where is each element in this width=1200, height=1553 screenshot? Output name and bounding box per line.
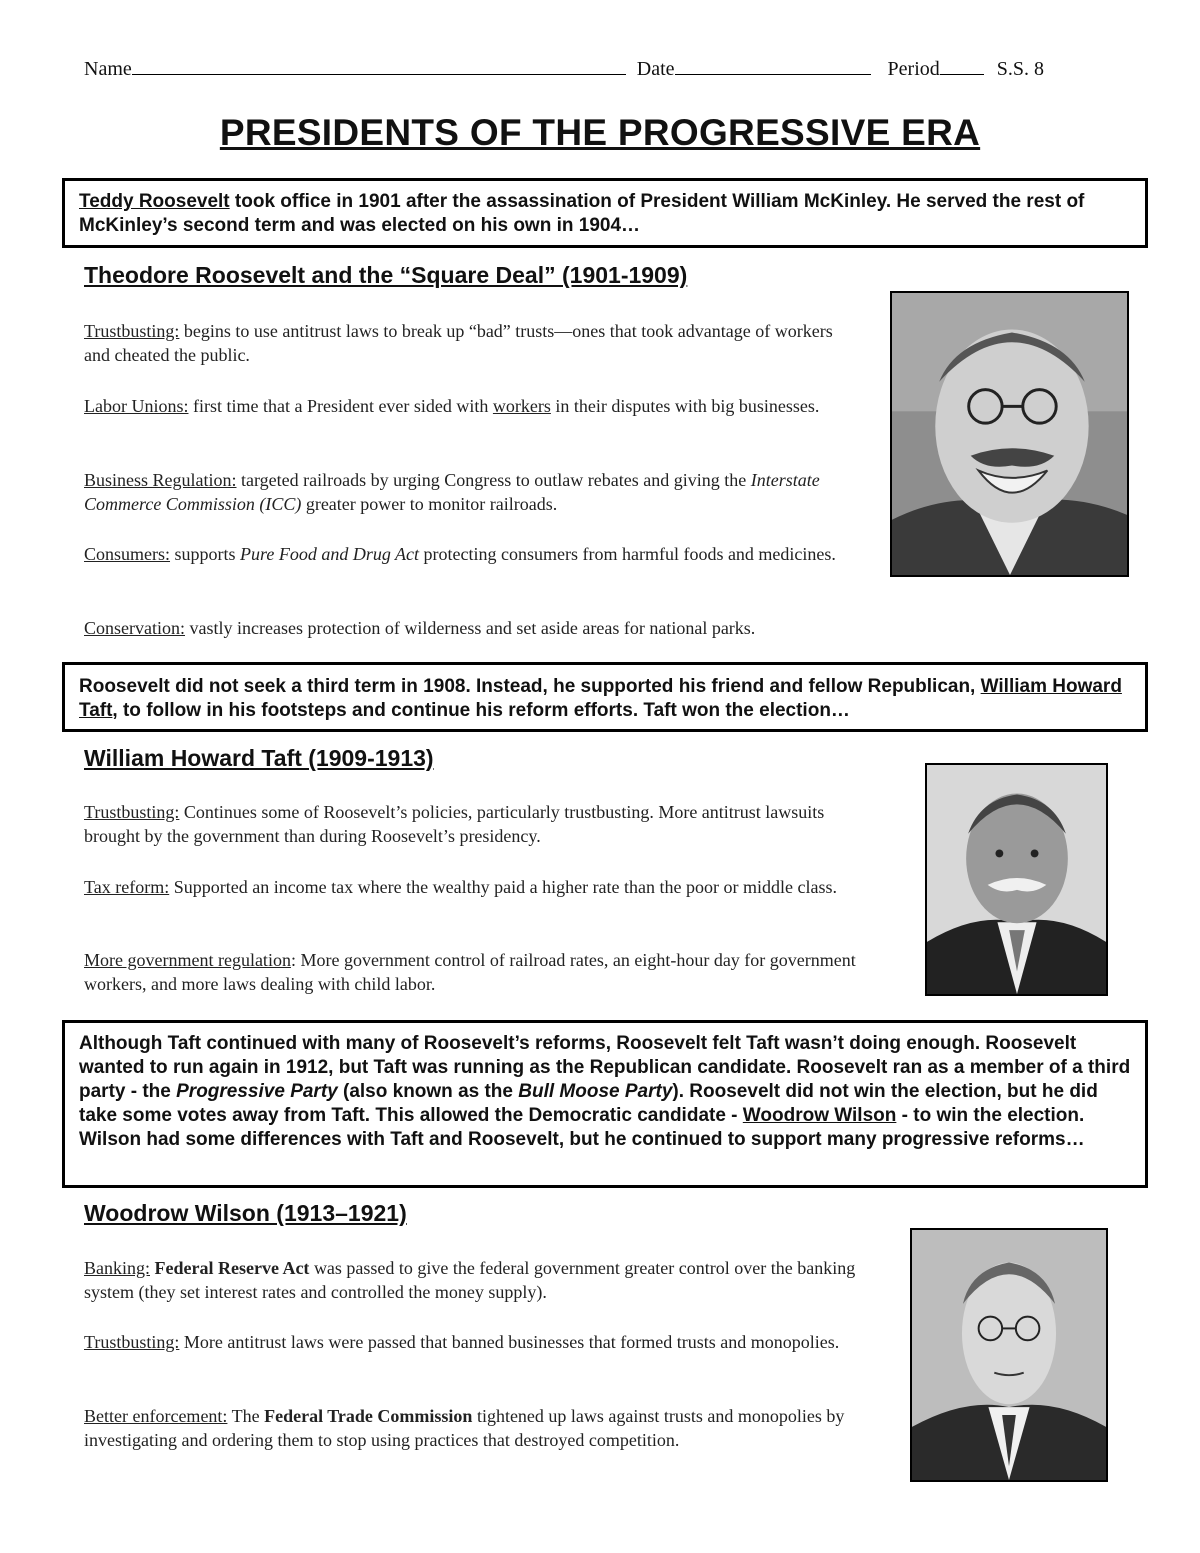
intro-box-roosevelt <box>62 178 1148 248</box>
period-blank[interactable] <box>940 58 984 75</box>
roosevelt-trustbusting: Trustbusting: begins to use antitrust laws to break up “bad” trusts—ones that took advantage of workers and cheated the public. <box>84 321 833 365</box>
taft-heading: William Howard Taft (1909-1913) <box>84 745 434 771</box>
course-label: S.S. 8 <box>996 58 1044 80</box>
name-blank[interactable] <box>132 58 626 75</box>
wilson-trustbusting: Trustbusting: More antitrust laws were passed that banned businesses that formed trusts and monopolies. <box>84 1332 840 1352</box>
taft-tax-reform: Tax reform: Supported an income tax where the wealthy paid a higher rate than the poor or middle class. <box>84 877 837 897</box>
taft-trustbusting: Trustbusting: Continues some of Roosevelt’s policies, particularly trustbusting. More antitrust lawsuits brought by the government than during Roosevelt’s presidency. <box>84 802 825 846</box>
wilson-better-enforcement: Better enforcement: The Federal Trade Commission tightened up laws against trusts and monopolies by investigating and ordering them to stop using practices that destroyed competition. <box>84 1406 845 1450</box>
wilson-portrait <box>910 1228 1108 1482</box>
roosevelt-heading: Theodore Roosevelt and the “Square Deal” (1901-1909) <box>84 262 688 288</box>
intro-text: took office in 1901 after the assassination of President William McKinley. He served the rest of McKinley’s second term and was elected on his own in 1904… <box>79 191 1085 236</box>
intro-box-wilson: Although Taft continued with many of Roosevelt’s reforms, Roosevelt felt Taft wasn’t doing enough. Roosevelt wanted to run again in 1912, but Taft was running as the Republican candidate. Roosevelt ran as a member of a third party - the Progressive Party (also known as the Bull Moose Party). Roosevelt did not win the election, but he did take some votes away from Taft. This allowed the Democratic candidate - Woodrow Wilson - to win the election. Wilson had some differences with Taft and Roosevelt, but he continued to support many progressive reforms… <box>62 1020 1148 1188</box>
progressive-party: Progressive Party <box>176 1081 338 1102</box>
roosevelt-labor-unions: Labor Unions: first time that a President ever sided with workers in their disputes with big businesses. <box>84 396 820 416</box>
period-label: Period <box>887 58 940 80</box>
taft-government-regulation: More government regulation: More government control of railroad rates, an eight-hour day for government workers, and more laws dealing with child labor. <box>84 950 856 994</box>
wilson-name-underlined: Woodrow Wilson <box>742 1105 897 1126</box>
intro-box-taft: Roosevelt did not seek a third term in 1908. Instead, he supported his friend and fellow Republican, William Howard Taft, to follow in his footsteps and continue his reform efforts. Taft won the election… <box>62 662 1148 732</box>
roosevelt-conservation: Conservation: vastly increases protection of wilderness and set aside areas for national parks. <box>84 618 756 638</box>
date-blank[interactable] <box>675 58 871 75</box>
taft-name-underlined: William Howard Taft <box>79 676 1122 721</box>
roosevelt-business-regulation: Business Regulation: targeted railroads by urging Congress to outlaw rebates and giving the Interstate Commerce Commission (ICC) greater power to monitor railroads. <box>84 470 820 514</box>
roosevelt-name-underlined: Teddy Roosevelt <box>79 191 230 212</box>
page-title: PRESIDENTS OF THE PROGRESSIVE ERA <box>219 112 981 153</box>
date-label: Date <box>636 58 675 80</box>
student-info-line <box>84 58 1084 81</box>
wilson-banking: Banking: Federal Reserve Act was passed to give the federal government greater control over the banking system (they set interest rates and controlled the money supply). <box>84 1258 856 1302</box>
wilson-heading: Woodrow Wilson (1913–1921) <box>84 1200 407 1226</box>
taft-portrait <box>925 763 1108 996</box>
bull-moose-party: Bull Moose Party <box>518 1081 673 1102</box>
roosevelt-portrait <box>890 291 1129 577</box>
roosevelt-consumers: Consumers: supports Pure Food and Drug Act protecting consumers from harmful foods and medicines. <box>84 544 836 564</box>
name-label: Name <box>84 58 132 80</box>
